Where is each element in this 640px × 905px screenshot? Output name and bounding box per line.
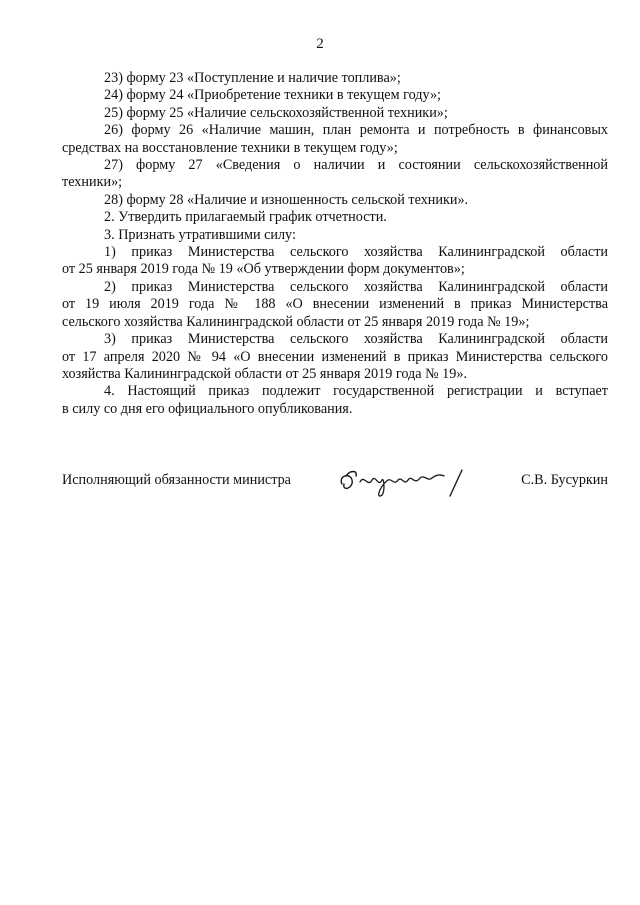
list-item-28: 28) форму 28 «Наличие и изношенность сельской техники».	[104, 191, 469, 208]
paragraph-3-item-3-line1: 3) приказ Министерства сельского хозяйства Калининградской области	[104, 331, 608, 348]
paragraph-4-line2: в силу со дня его официального опубликования.	[62, 400, 353, 417]
list-item-24: 24) форму 24 «Приобретение техники в текущем году»;	[104, 87, 441, 104]
signatory-title: Исполняющий обязанности министра	[62, 472, 291, 488]
signature-block	[62, 466, 608, 506]
list-item-25: 25) форму 25 «Наличие сельскохозяйственной техники»;	[104, 104, 448, 121]
list-item-27-line1: 27) форму 27 «Сведения о наличии и состоянии сельскохозяйственной	[104, 157, 608, 174]
paragraph-3-item-3-line2: от 17 апреля 2020 № 94 «О внесении изменений в приказ Министерства сельского	[62, 348, 608, 365]
list-item-26-line2: средствах на восстановление техники в текущем году»;	[62, 139, 398, 156]
document-body	[62, 70, 608, 418]
paragraph-3-item-2-line2: от 19 июля 2019 года № 188 «О внесении изменений в приказ Министерства	[62, 296, 608, 313]
signatory-name: С.В. Бусуркин	[521, 472, 608, 488]
paragraph-2: 2. Утвердить прилагаемый график отчетности.	[104, 209, 387, 226]
paragraph-3-item-3-line3: хозяйства Калининградской области от 25 января 2019 года № 19».	[62, 365, 467, 382]
paragraph-3-item-2-line3: сельского хозяйства Калининградской области от 25 января 2019 года № 19»;	[62, 313, 530, 330]
paragraph-3-item-2-line1: 2) приказ Министерства сельского хозяйства Калининградской области	[104, 278, 608, 295]
list-item-26-line1: 26) форму 26 «Наличие машин, план ремонта и потребность в финансовых	[104, 122, 608, 139]
handwritten-signature	[336, 466, 476, 500]
paragraph-3-item-1-line1: 1) приказ Министерства сельского хозяйства Калининградской области	[104, 244, 608, 261]
list-item-27-line2: техники»;	[62, 174, 123, 191]
paragraph-3-item-1-line2: от 25 января 2019 года № 19 «Об утверждении форм документов»;	[62, 261, 465, 278]
list-item-23: 23) форму 23 «Поступление и наличие топлива»;	[104, 70, 401, 86]
page-number: 2	[316, 36, 324, 52]
paragraph-4-line1: 4. Настоящий приказ подлежит государственной регистрации и вступает	[104, 383, 608, 400]
paragraph-3: 3. Признать утратившими силу:	[104, 226, 296, 243]
